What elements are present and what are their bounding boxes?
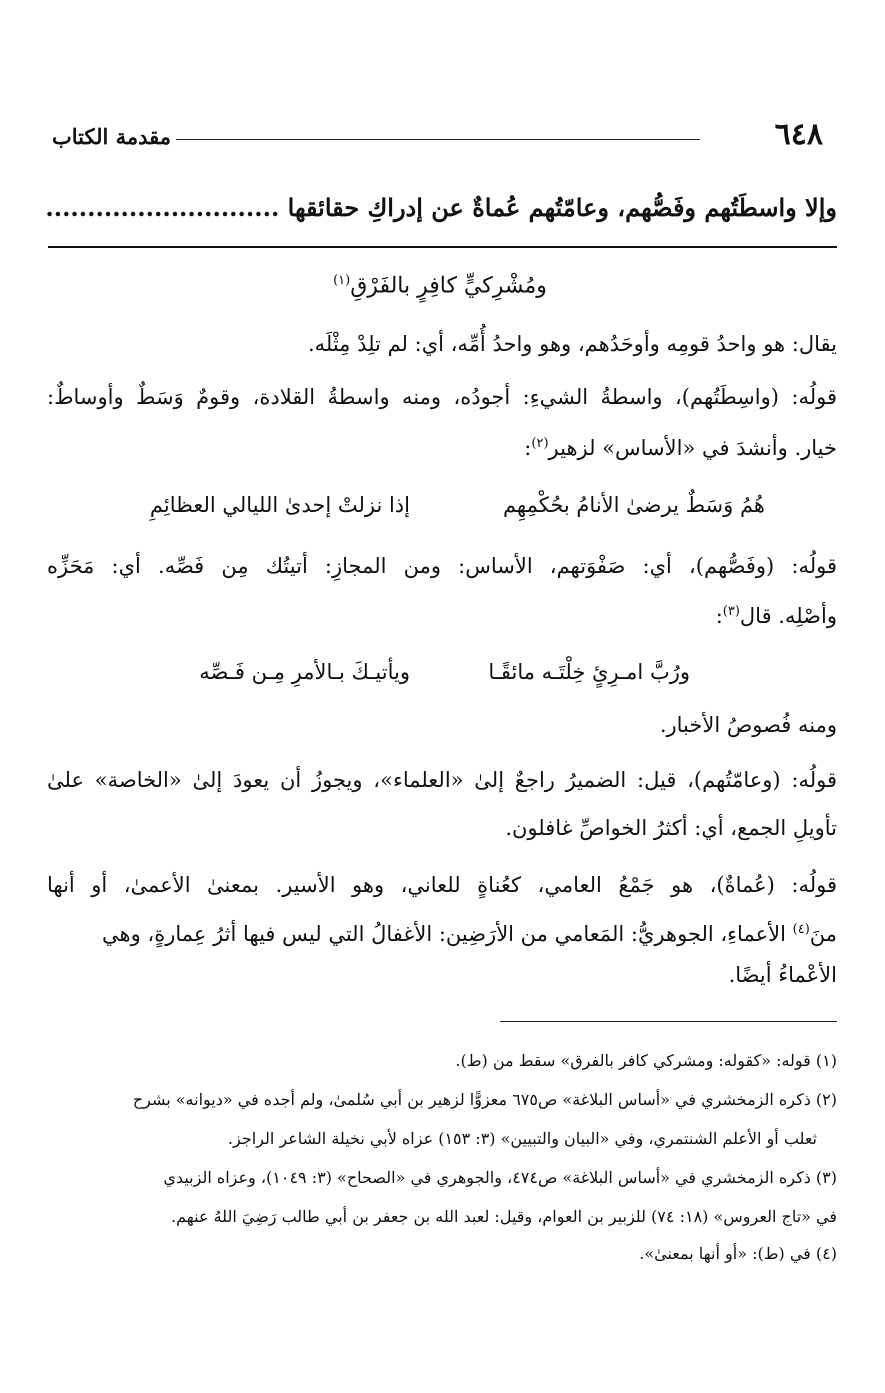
footnote: (٢) ذكره الزمخشري في «أساس البلاغة» ص٦٧٥ معزوًّا لزهير بن أبي سُلمىٰ، ولم أجده في «ديوانه» بشرح [132, 1090, 837, 1109]
verse-hemistich-left: إذا نزلتْ إحدىٰ الليالي العظائِمِ [149, 493, 410, 517]
verse-intro-text: ومُشْرِكيٍّ كافِرٍ بالفَرْقِ [350, 273, 547, 299]
verse-intro [320, 273, 560, 298]
footnote-continuation: في «تاج العروس» (١٨: ٧٤) للزبير بن العوام، وقيل: لعبد الله بن جعفر بن أبي طالب رَضِيَ اللهُ عنهم. [171, 1207, 837, 1226]
footnote: (٤) في (ط): «أو أنها بمعنىٰ». [639, 1244, 837, 1263]
paragraph-line [47, 912, 837, 952]
paragraph-line: قولُه: (واسِطَتُهم)، واسطةُ الشيءِ: أجودُه، ومنه واسطةُ القلادة، وقومٌ وَسَطٌ وأوساطٌ: [47, 385, 837, 409]
paragraph-text: : [715, 604, 723, 628]
paragraph-line: قولُه: (وعامّتُهم)، قيل: الضميرُ راجعٌ إلىٰ «العلماء»، ويجوزُ أن يعودَ إلىٰ «الخاصة» علىٰ [47, 768, 837, 792]
paragraph-line [47, 594, 837, 634]
paragraph-text: منَ [809, 922, 837, 946]
footnote-ref: (٤) [792, 922, 810, 937]
footnote-rule [500, 1021, 837, 1022]
paragraph-text: : [524, 436, 532, 460]
footnote-ref: (٢) [531, 436, 549, 451]
paragraph: ومنه فُصوصُ الأخبار. [659, 713, 837, 737]
heading-rule [48, 246, 837, 248]
page-number: ٦٤٨ [774, 117, 823, 152]
section-title: مقدمة الكتاب [52, 124, 172, 149]
paragraph: يقال: هو واحدُ قومِه وأوحَدُهم، وهو واحدُ أُمِّه، أي: لم تلِدْ مِثْلَه. [307, 332, 837, 356]
verse-hemistich-right: ورُبَّ امـرِئٍ خِلْتَـه مائقًـا [488, 660, 690, 684]
paragraph-line: قولُه: (وفَصُّهم)، أي: صَفْوَتهم، الأساس: ومن المجازِ: أتيتُك مِن فَصِّه. أي: مَحَزِّه [47, 554, 837, 578]
footnote-ref: (٣) [722, 604, 740, 619]
verse-hemistich-right: هُمُ وَسَطٌ يرضىٰ الأنامُ بحُكْمِهِم [502, 493, 765, 517]
paragraph-line [47, 426, 837, 466]
paragraph-line: قولُه: (عُماةٌ)، هو جَمْعُ العامي، كعُناةٍ للعاني، وهو الأسير. بمعنىٰ الأعمىٰ، أو أنها [47, 873, 837, 897]
paragraph-line: الأعْماءُ أيضًا. [728, 963, 837, 987]
paragraph-text: وأصْلِه. قال [739, 604, 837, 628]
header-rule [176, 139, 700, 140]
paragraph-text: الأعماءِ، الجوهريُّ: المَعامي من الأرَضِين: الأغفالُ التي ليس فيها أثرُ عِمارةٍ، وهي [102, 922, 793, 946]
footnote: (١) قوله: «كقوله: ومشركي كافر بالفرق» سقط من (ط). [455, 1051, 837, 1070]
verse-hemistich-left: ويأتيـكَ بـالأمرِ مِـن فَـصِّه [199, 660, 410, 684]
footnote-ref: (١) [333, 273, 351, 288]
paragraph-text: خيار. وأنشدَ في «الأساس» لزهير [548, 436, 837, 460]
footnote: (٣) ذكره الزمخشري في «أساس البلاغة» ص٤٧٤، والجوهري في «الصحاح» (٣: ١٠٤٩)، وعزاه الزبيدي [163, 1168, 837, 1187]
footnote-continuation: ثعلب أو الأعلم الشنتمري، وفي «البيان والتبيين» (٣: ١٥٣) عزاه لأبي نخيلة الشاعر الراجز. [227, 1129, 817, 1148]
paragraph-line: تأويلِ الجمع، أي: أكثرُ الخواصِّ غافلون. [505, 816, 837, 840]
main-heading: وإلا واسطَتُهم وفَصُّهم، وعامّتُهم عُماةٌ عن إدراكِ حقائقها ............................ [45, 193, 837, 222]
